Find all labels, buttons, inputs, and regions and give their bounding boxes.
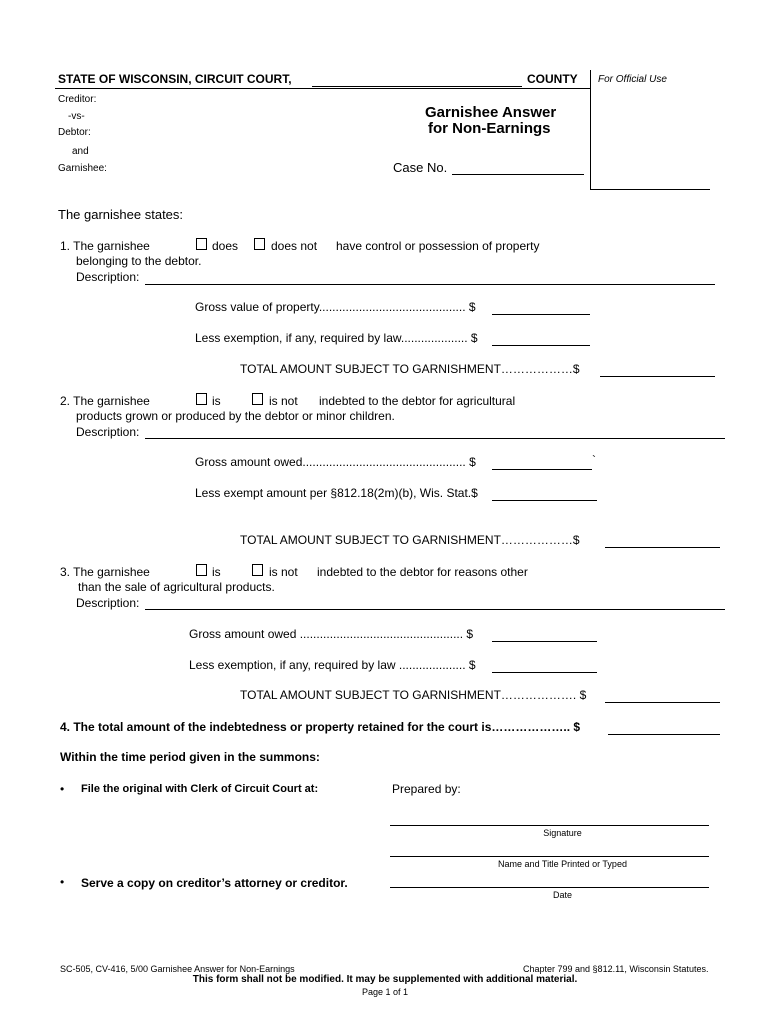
is-checkbox-2[interactable] xyxy=(196,393,207,405)
date-field[interactable] xyxy=(390,887,709,888)
section1-description-label: Description: xyxy=(76,270,140,284)
section4-total-field[interactable] xyxy=(608,734,720,735)
signature-label: Signature xyxy=(543,828,582,838)
form-title-line1: Garnishee Answer xyxy=(425,104,557,121)
case-no-label: Case No. xyxy=(393,160,448,175)
section1-total: TOTAL AMOUNT SUBJECT TO GARNISHMENT………………$ xyxy=(240,362,580,376)
state-court-heading: STATE OF WISCONSIN, CIRCUIT COURT, xyxy=(58,72,292,86)
case-no-field[interactable] xyxy=(452,174,584,175)
does-checkbox[interactable] xyxy=(196,238,207,250)
section1-number: 1. The garnishee xyxy=(60,239,150,253)
does-not-checkbox[interactable] xyxy=(254,238,265,250)
section3-text: indebted to the debtor for reasons other xyxy=(317,565,528,579)
section1-description-field[interactable] xyxy=(145,284,715,285)
name-title-label: Name and Title Printed or Typed xyxy=(498,859,627,869)
section1-text: have control or possession of property xyxy=(336,239,540,253)
is-not-label-3: is not xyxy=(269,565,298,579)
section3-exemption-field[interactable] xyxy=(492,672,597,673)
and-label: and xyxy=(72,146,89,157)
vs-label: -vs- xyxy=(68,111,85,122)
county-name-field[interactable] xyxy=(312,86,522,87)
section1-text2: belonging to the debtor. xyxy=(76,254,202,268)
footer-notice: This form shall not be modified. It may be supplemented with additional material. xyxy=(192,974,578,985)
garnishee-label: Garnishee: xyxy=(58,163,107,174)
section2-description-label: Description: xyxy=(76,425,140,439)
debtor-label: Debtor: xyxy=(58,127,91,138)
footer-page-number: Page 1 of 1 xyxy=(361,987,409,997)
is-not-checkbox-3[interactable] xyxy=(252,564,263,576)
footer-statutes: Chapter 799 and §812.11, Wisconsin Statutes. xyxy=(523,964,709,974)
section2-gross-owed: Gross amount owed................................................. $ xyxy=(195,455,476,469)
section3-gross-owed: Gross amount owed ................................................. $ xyxy=(189,627,474,641)
section2-total: TOTAL AMOUNT SUBJECT TO GARNISHMENT………………$ xyxy=(240,533,580,547)
header-rule xyxy=(55,88,590,89)
section3-exemption: Less exemption, if any, required by law .................... $ xyxy=(189,658,476,672)
section2-tick-mark: ` xyxy=(592,453,596,467)
section3-total: TOTAL AMOUNT SUBJECT TO GARNISHMENT………………. $ xyxy=(240,688,587,702)
official-use-divider xyxy=(590,70,591,190)
official-use-label: For Official Use xyxy=(598,74,667,85)
section1-exemption: Less exemption, if any, required by law.................... $ xyxy=(195,331,478,345)
section2-text: indebted to the debtor for agricultural xyxy=(319,394,516,408)
section1-gross-value: Gross value of property............................................ $ xyxy=(195,300,476,314)
footer-form-id: SC-505, CV-416, 5/00 Garnishee Answer for Non-Earnings xyxy=(60,964,295,974)
section2-description-field[interactable] xyxy=(145,438,725,439)
section1-gross-value-field[interactable] xyxy=(492,314,590,315)
section2-text2: products grown or produced by the debtor or minor children. xyxy=(76,409,395,423)
form-title-line2: for Non-Earnings xyxy=(428,120,551,137)
section3-number: 3. The garnishee xyxy=(60,565,150,579)
intro-text: The garnishee states: xyxy=(58,207,184,222)
creditor-label: Creditor: xyxy=(58,94,97,105)
serve-copy-text: Serve a copy on creditor’s attorney or creditor. xyxy=(81,876,348,890)
signature-field[interactable] xyxy=(390,825,709,826)
section2-total-field[interactable] xyxy=(605,547,720,548)
bullet-serve: • xyxy=(60,875,65,889)
is-not-label-2: is not xyxy=(269,394,298,408)
is-label-2: is xyxy=(212,394,221,408)
section1-exemption-field[interactable] xyxy=(492,345,590,346)
date-label: Date xyxy=(552,890,572,900)
section3-total-field[interactable] xyxy=(605,702,720,703)
within-time-heading: Within the time period given in the summons: xyxy=(60,750,320,764)
official-use-bottom-rule xyxy=(590,189,710,190)
file-original-text: File the original with Clerk of Circuit Court at: xyxy=(81,783,319,795)
is-checkbox-3[interactable] xyxy=(196,564,207,576)
section2-exempt-amount-field[interactable] xyxy=(492,500,597,501)
name-title-field[interactable] xyxy=(390,856,709,857)
section2-exempt-amount: Less exempt amount per §812.18(2m)(b), Wis. Stat.$ xyxy=(195,486,478,500)
section1-total-field[interactable] xyxy=(600,376,715,377)
does-not-label: does not xyxy=(271,239,318,253)
section3-text2: than the sale of agricultural products. xyxy=(78,580,275,594)
is-not-checkbox-2[interactable] xyxy=(252,393,263,405)
section3-description-label: Description: xyxy=(76,596,140,610)
does-label: does xyxy=(212,239,239,253)
section3-description-field[interactable] xyxy=(145,609,725,610)
bullet-file: • xyxy=(60,782,65,796)
prepared-by-label: Prepared by: xyxy=(392,782,461,796)
section2-gross-owed-field[interactable] xyxy=(492,469,592,470)
section4-total-retained: 4. The total amount of the indebtedness or property retained for the court is……………….. $ xyxy=(60,720,581,734)
section3-gross-owed-field[interactable] xyxy=(492,641,597,642)
county-label: COUNTY xyxy=(527,72,578,86)
section2-number: 2. The garnishee xyxy=(60,394,150,408)
is-label-3: is xyxy=(212,565,221,579)
